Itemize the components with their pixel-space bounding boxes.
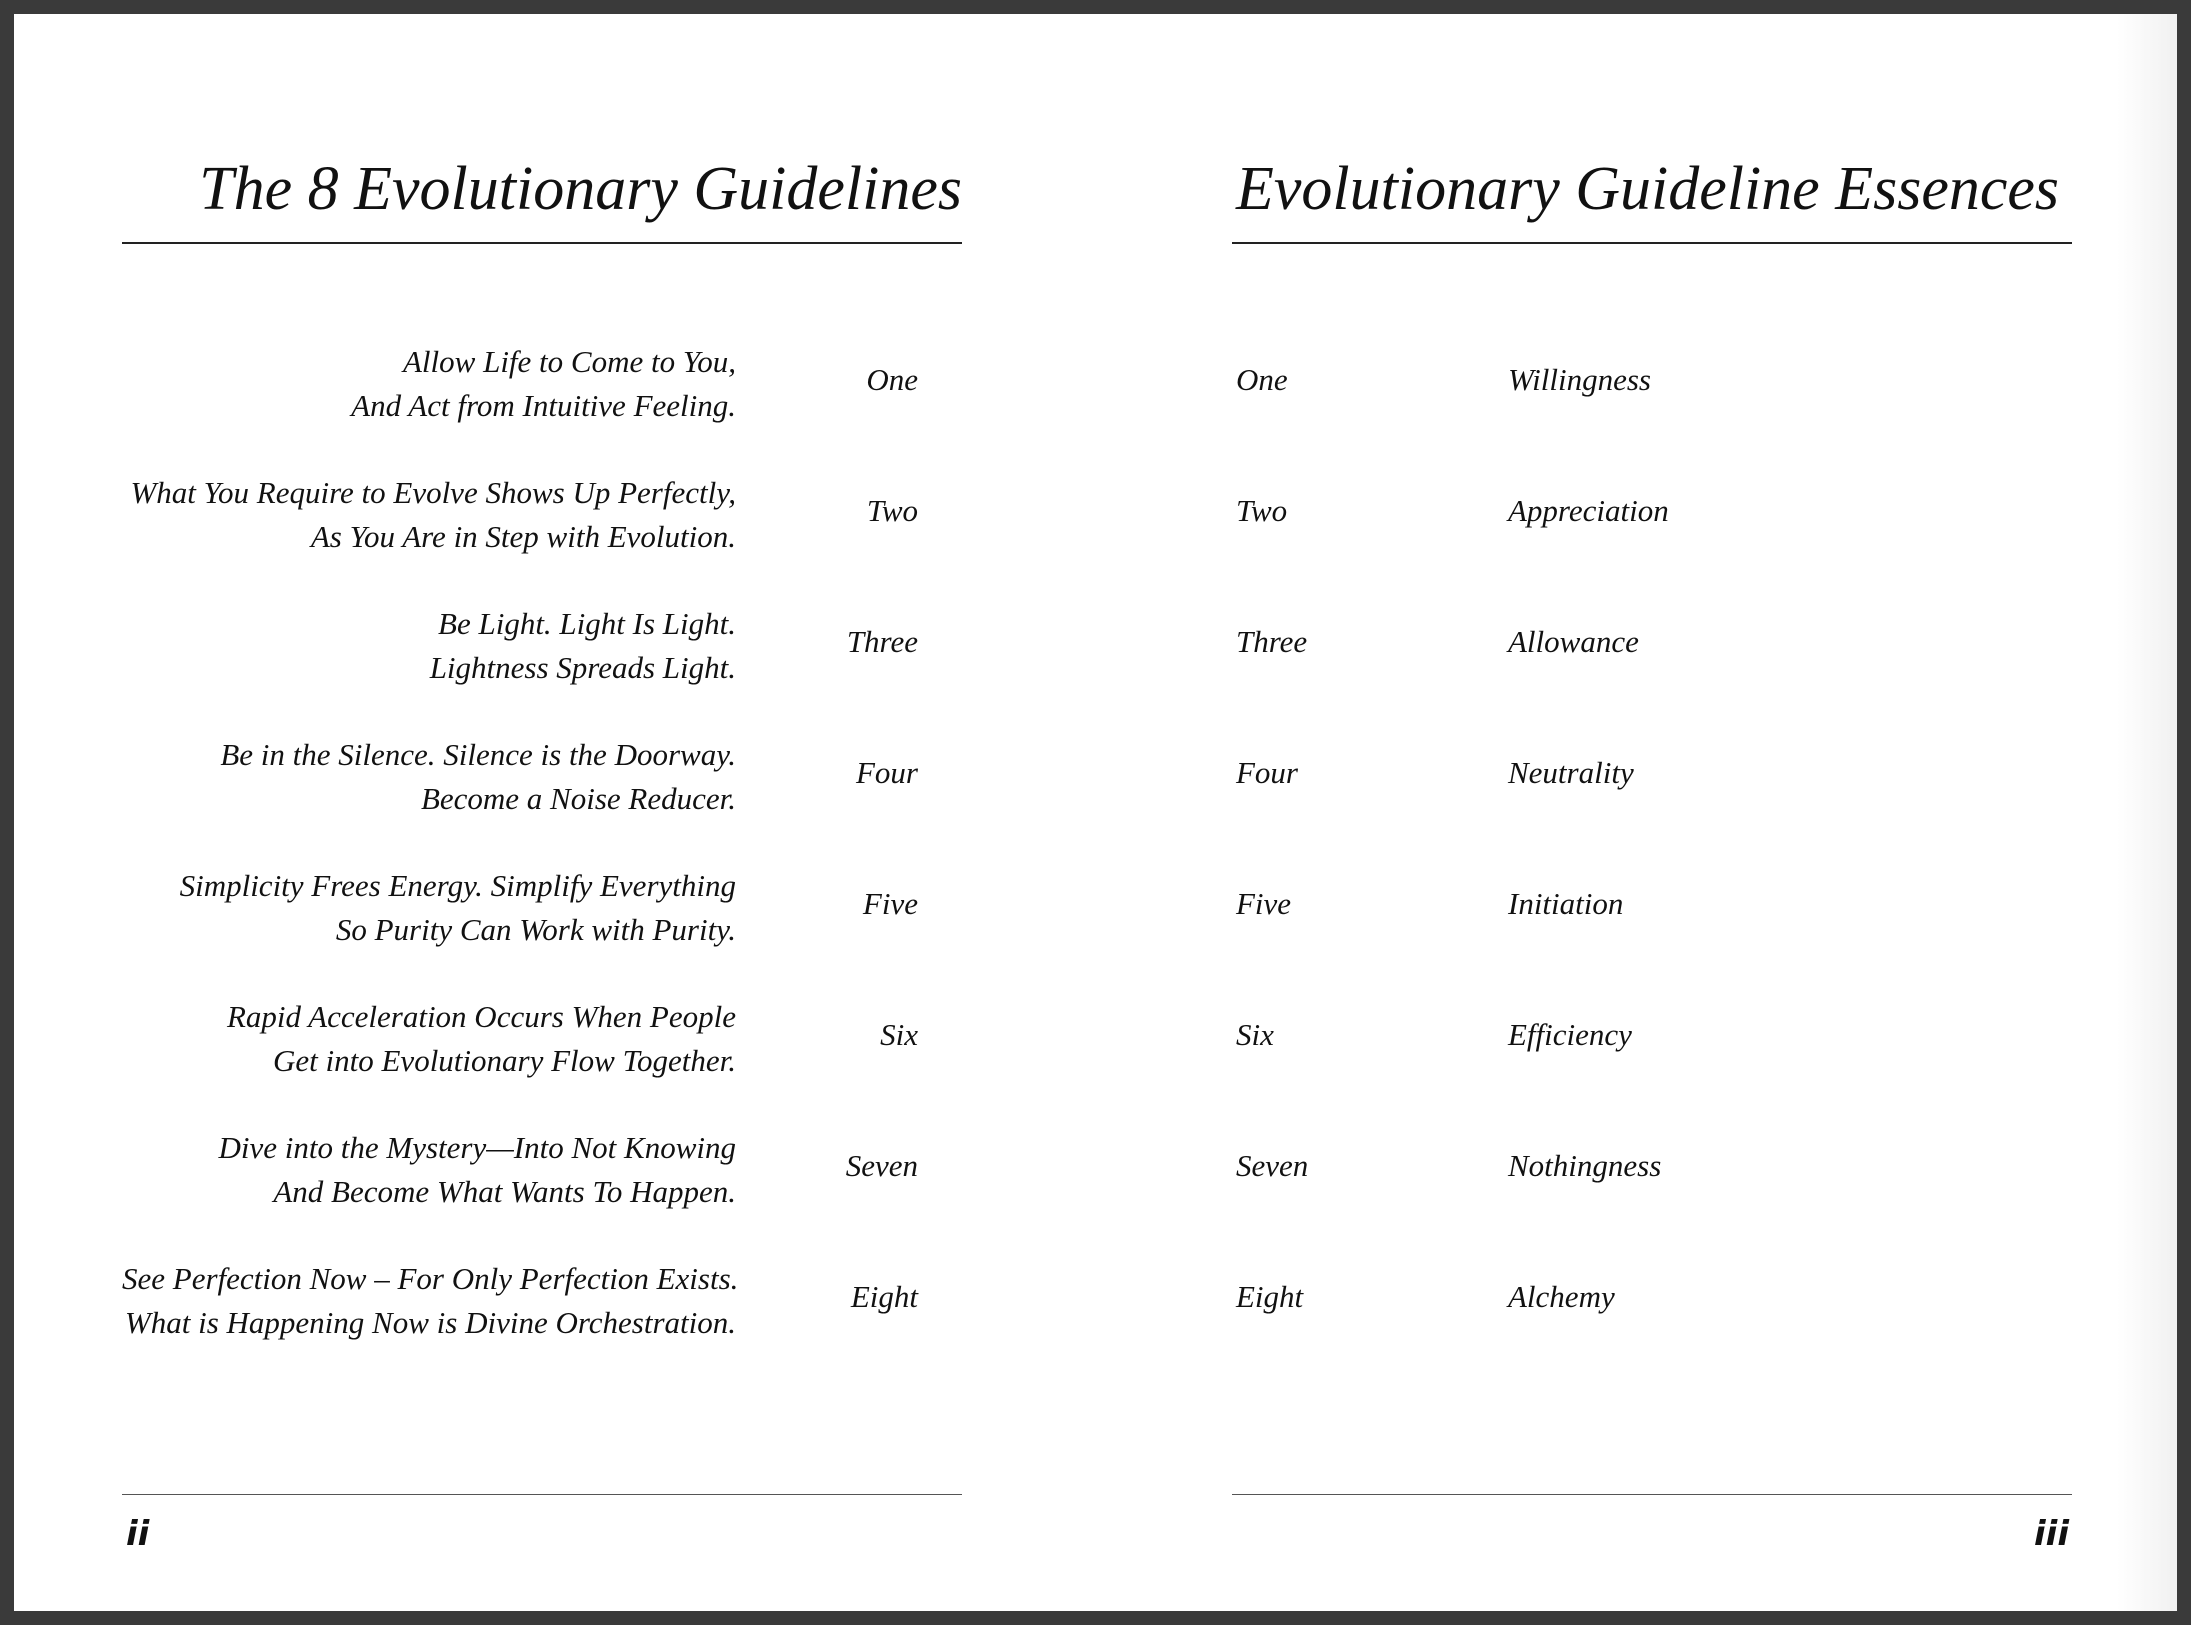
essence-number: Seven xyxy=(1236,1148,1309,1183)
essence-number: Eight xyxy=(1236,1279,1304,1314)
book-spread xyxy=(14,14,2177,1611)
essence-row-five xyxy=(1236,886,1936,936)
guideline-line2: Lightness Spreads Light. xyxy=(429,650,736,685)
guideline-row-two xyxy=(122,471,918,571)
guideline-line1: Allow Life to Come to You, xyxy=(402,344,736,379)
guideline-line1: See Perfection Now – For Only Perfection Exists. xyxy=(122,1261,739,1296)
guideline-text xyxy=(122,602,736,690)
essence-row-two xyxy=(1236,493,1936,543)
right-footer-rule xyxy=(1232,1494,2072,1495)
guideline-number: Two xyxy=(866,493,918,528)
guideline-number: Three xyxy=(846,624,918,659)
essence-row-six xyxy=(1236,1017,1936,1067)
guideline-line1: Be in the Silence. Silence is the Doorway. xyxy=(220,737,736,772)
essence-row-one xyxy=(1236,362,1936,412)
guideline-text xyxy=(122,340,736,428)
guideline-line1: What You Require to Evolve Shows Up Perfectly, xyxy=(130,475,736,510)
guideline-text xyxy=(122,864,736,952)
guideline-line2: As You Are in Step with Evolution. xyxy=(310,519,736,554)
left-page-title: The 8 Evolutionary Guidelines xyxy=(199,155,962,223)
guideline-number: Four xyxy=(856,755,918,790)
guideline-line2: And Act from Intuitive Feeling. xyxy=(351,388,736,423)
essence-number: Five xyxy=(1236,886,1292,921)
essence-row-seven xyxy=(1236,1148,1936,1198)
essence-name: Appreciation xyxy=(1508,493,1669,528)
guideline-number: One xyxy=(866,362,918,397)
guideline-row-five xyxy=(122,864,918,964)
guideline-row-three xyxy=(122,602,918,702)
guideline-number: Six xyxy=(880,1017,918,1052)
guideline-row-four xyxy=(122,733,918,833)
essence-number: Six xyxy=(1236,1017,1274,1052)
guideline-text xyxy=(122,1257,739,1345)
essence-number: Two xyxy=(1236,493,1288,528)
guideline-text xyxy=(122,1126,736,1214)
guideline-row-seven xyxy=(122,1126,918,1226)
guideline-line2: Get into Evolutionary Flow Together. xyxy=(273,1043,736,1078)
essence-row-three xyxy=(1236,624,1936,674)
guideline-row-six xyxy=(122,995,918,1095)
guideline-line2: So Purity Can Work with Purity. xyxy=(335,912,736,947)
essence-row-eight xyxy=(1236,1279,1936,1329)
essence-name: Willingness xyxy=(1508,362,1651,397)
essence-name: Efficiency xyxy=(1508,1017,1632,1052)
essence-name: Allowance xyxy=(1508,624,1639,659)
essence-name: Alchemy xyxy=(1508,1279,1615,1314)
essence-name: Nothingness xyxy=(1508,1148,1662,1183)
guideline-line2: What is Happening Now is Divine Orchestration. xyxy=(124,1305,736,1340)
left-page-number: ii xyxy=(126,1514,150,1554)
guideline-text xyxy=(122,733,736,821)
guideline-line2: Become a Noise Reducer. xyxy=(420,781,736,816)
guideline-line1: Dive into the Mystery—Into Not Knowing xyxy=(218,1130,736,1165)
guideline-line1: Be Light. Light Is Light. xyxy=(438,606,736,641)
left-title-rule xyxy=(122,242,962,244)
guideline-number: Eight xyxy=(850,1279,918,1314)
essence-number: Three xyxy=(1236,624,1308,659)
guideline-text xyxy=(122,995,736,1083)
guideline-text xyxy=(122,471,736,559)
essence-number: One xyxy=(1236,362,1288,397)
guideline-row-eight xyxy=(122,1257,918,1357)
guideline-line2: And Become What Wants To Happen. xyxy=(273,1174,736,1209)
guideline-row-one xyxy=(122,340,918,440)
left-footer-rule xyxy=(122,1494,962,1495)
guideline-number: Seven xyxy=(845,1148,918,1183)
right-page-title: Evolutionary Guideline Essences xyxy=(1236,155,2060,223)
essence-row-four xyxy=(1236,755,1936,805)
essence-number: Four xyxy=(1236,755,1298,790)
guideline-number: Five xyxy=(862,886,918,921)
right-page-number: iii xyxy=(2034,1514,2069,1554)
essence-name: Initiation xyxy=(1508,886,1624,921)
right-title-rule xyxy=(1232,242,2072,244)
page-edge-shadow xyxy=(2117,14,2177,1611)
essence-name: Neutrality xyxy=(1508,755,1634,790)
guideline-line1: Simplicity Frees Energy. Simplify Everything xyxy=(179,868,736,903)
guideline-line1: Rapid Acceleration Occurs When People xyxy=(226,999,736,1034)
